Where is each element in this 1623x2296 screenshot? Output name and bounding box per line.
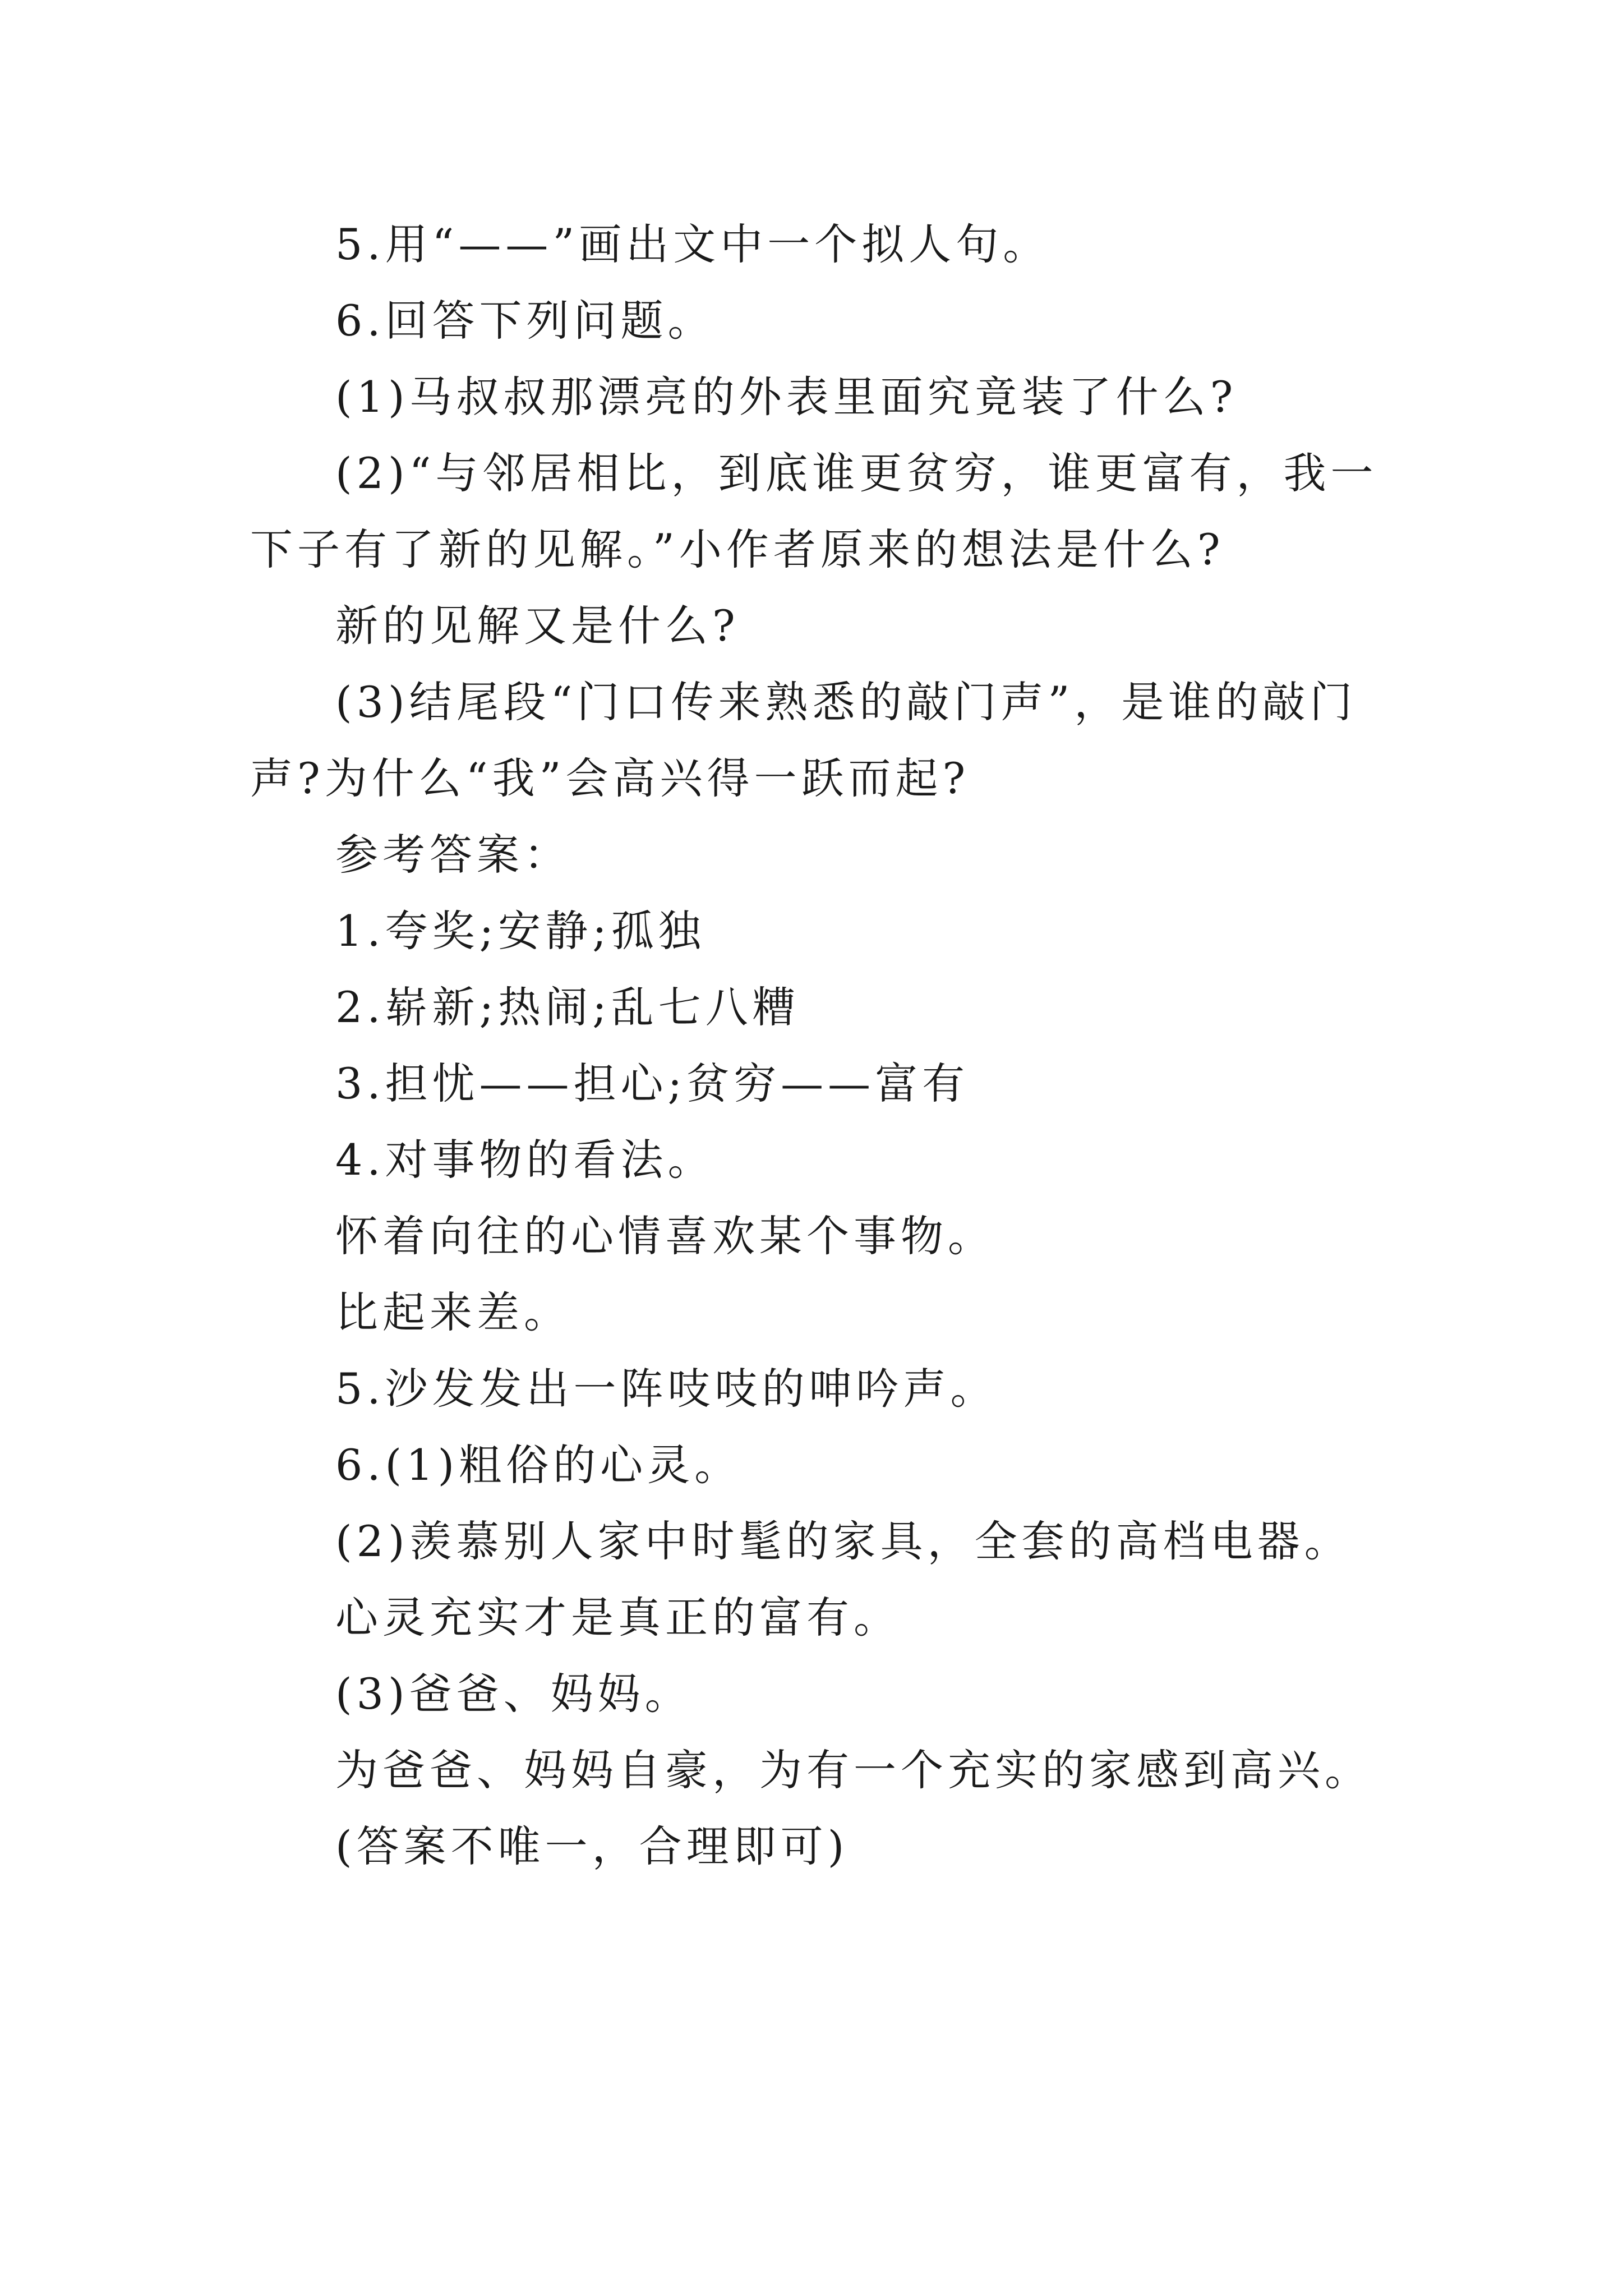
question-6-3: (3)结尾段“门口传来熟悉的敲门声”，是谁的敲门声?为什么“我”会高兴得一跃而起? [250, 677, 1357, 803]
answer-4: 4.对事物的看法。 [335, 1135, 715, 1185]
answer-6-1: 6.(1)粗俗的心灵。 [335, 1440, 742, 1490]
answer-6-2: (2)羡慕别人家中时髦的家具，全套的高档电器。 [335, 1516, 1352, 1566]
answer-note: (答案不唯一，合理即可) [335, 1821, 849, 1871]
question-6-2: (2)“与邻居相比，到底谁更贫穷，谁更富有，我一下子有了新的见解。”小作者原来的想法是什么? [250, 448, 1378, 574]
question-6-2-followup: 新的见解又是什么? [335, 601, 740, 651]
answer-6-2-line-2: 心灵充实才是真正的富有。 [335, 1593, 901, 1642]
answer-5: 5.沙发发出一阵吱吱的呻吟声。 [335, 1364, 998, 1414]
question-6-1: (1)马叔叔那漂亮的外表里面究竟装了什么? [335, 372, 1238, 422]
answer-6-3: (3)爸爸、妈妈。 [335, 1669, 692, 1719]
answer-3: 3.担忧——担心;贫穷——富有 [335, 1059, 970, 1108]
answer-1: 1.夸奖;安静;孤独 [335, 906, 706, 956]
answers-heading: 参考答案： [335, 830, 571, 880]
question-5: 5.用“——”画出文中一个拟人句。 [335, 219, 1050, 269]
answer-4-line-3: 比起来差。 [335, 1287, 571, 1337]
document-body [250, 206, 1394, 1885]
question-6: 6.回答下列问题。 [335, 296, 715, 346]
answer-2: 2.崭新;热闹;乱七八糟 [335, 982, 800, 1032]
answer-6-3-line-2: 为爸爸、妈妈自豪，为有一个充实的家感到高兴。 [335, 1745, 1372, 1795]
answer-4-line-2: 怀着向往的心情喜欢某个事物。 [335, 1211, 995, 1261]
